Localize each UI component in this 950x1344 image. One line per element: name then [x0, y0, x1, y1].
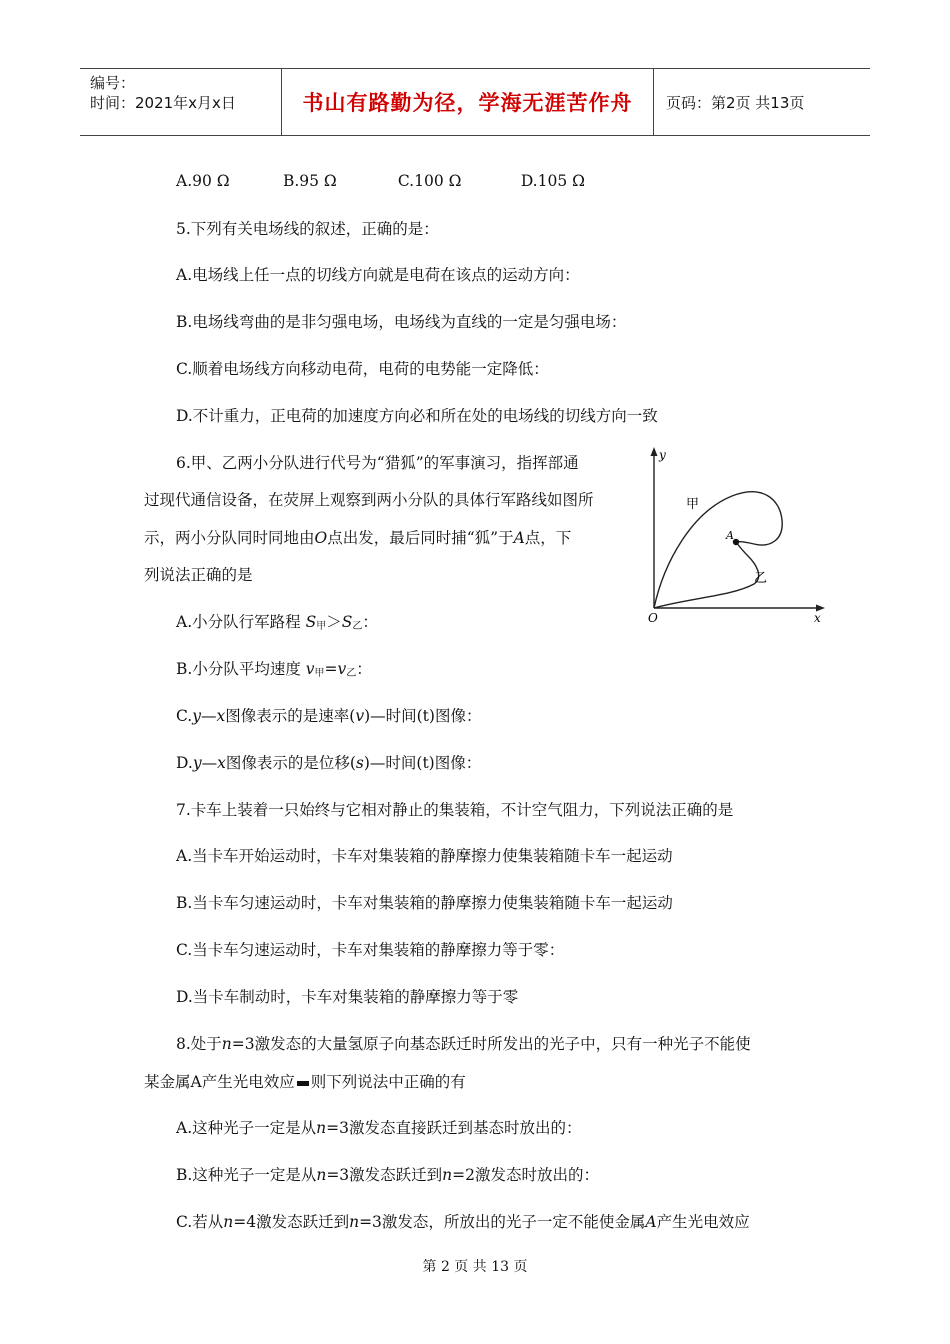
q5-option-c: C.顺着电场线方向移动电荷，电荷的电势能一定降低：: [176, 360, 549, 378]
q4-option-c: C.100 Ω: [397, 172, 462, 190]
q6-line-3: 示，两小分队同时同地由O点出发，最后同时捕“狐”于A点，下: [144, 529, 572, 547]
q8-option-b: B.这种光子一定是从n=3激发态跃迁到n=2激发态时放出的：: [176, 1166, 600, 1184]
q7-option-a: A.当卡车开始运动时，卡车对集装箱的静摩擦力使集装箱随卡车一起运动: [176, 847, 673, 865]
y-axis-arrow: [651, 447, 658, 456]
blank-mark: [297, 1081, 309, 1086]
q6-line-1: 6.甲、乙两小分队进行代号为“猎狐”的军事演习，指挥部通: [176, 454, 579, 472]
page-footer: 第 2 页 共 13 页: [422, 1259, 528, 1275]
q6-option-b: B.小分队平均速度 $v_甲=v_乙$：: [176, 660, 372, 679]
header-info: [80, 69, 282, 135]
q7-option-d: D.当卡车制动时，卡车对集装箱的静摩擦力等于零: [176, 988, 519, 1006]
label-y: y: [659, 448, 666, 462]
q6-option-d: D.y—x图像表示的是位移(s)—时间(t)图像：: [176, 754, 482, 772]
q5-option-d: D.不计重力，正电荷的加速度方向必和所在处的电场线的切线方向一致: [176, 407, 658, 425]
number-label: 编号：: [90, 74, 136, 92]
q8-line-1: 8.处于n=3激发态的大量氢原子向基态跃迁时所发出的光子中，只有一种光子不能使: [176, 1035, 751, 1053]
path-jia: [654, 492, 782, 608]
q6-line-2: 过现代通信设备，在荧屏上观察到两小分队的具体行军路线如图所: [144, 491, 594, 509]
q6-path-figure: [640, 444, 832, 630]
label-x: x: [814, 611, 821, 625]
q8-option-c: C.若从n=4激发态跃迁到n=3激发态，所放出的光子一定不能使金属A产生光电效应: [176, 1213, 750, 1231]
q5-option-b: B.电场线弯曲的是非匀强电场，电场线为直线的一定是匀强电场：: [176, 313, 627, 331]
q4-options: [176, 170, 585, 192]
q6-option-c: C.y—x图像表示的是速率(v)—时间(t)图像：: [176, 707, 482, 725]
q4-option-d: D.105 Ω: [520, 172, 585, 190]
label-jia: 甲: [686, 497, 700, 512]
q6-line-4: 列说法正确的是: [144, 566, 253, 584]
q6-option-a: A.小分队行军路程 $S_甲>S_乙$：: [176, 613, 378, 632]
q4-option-a: A.90 Ω: [176, 172, 230, 190]
q5-stem: 5.下列有关电场线的叙述，正确的是：: [176, 220, 439, 238]
header-motto: 书山有路勤为径，学海无涯苦作舟: [282, 69, 654, 135]
path-yi: [654, 542, 759, 608]
label-o: O: [648, 611, 658, 625]
q7-option-c: C.当卡车匀速运动时，卡车对集装箱的静摩擦力等于零：: [176, 941, 565, 959]
q8-option-a: A.这种光子一定是从n=3激发态直接跃迁到基态时放出的：: [176, 1119, 582, 1137]
header-page-label: 页码：第2页 共13页: [666, 93, 805, 112]
q7-option-b: B.当卡车匀速运动时，卡车对集装箱的静摩擦力使集装箱随卡车一起运动: [176, 894, 673, 912]
label-a: A: [726, 529, 734, 542]
time-label: 时间：2021年x月x日: [90, 94, 236, 112]
q7-stem: 7.卡车上装着一只始终与它相对静止的集装箱，不计空气阻力，下列说法正确的是: [176, 801, 734, 819]
label-yi: 乙: [754, 571, 768, 586]
q8-line-2: 某金属A产生光电效应 则下列说法中正确的有: [144, 1073, 466, 1091]
q5-option-a: A.电场线上任一点的切线方向就是电荷在该点的运动方向：: [176, 266, 580, 284]
page-header: [80, 68, 870, 136]
q4-option-b: B.95 Ω: [282, 172, 337, 190]
